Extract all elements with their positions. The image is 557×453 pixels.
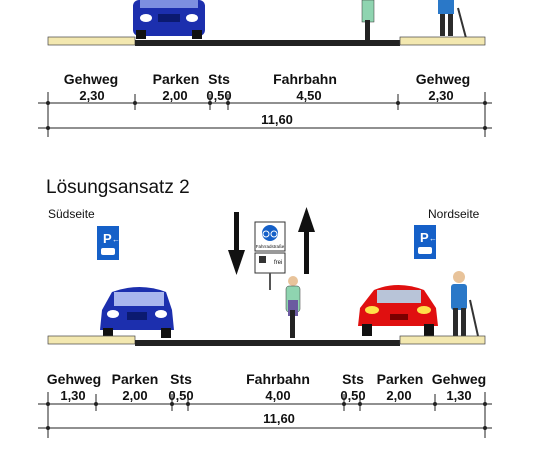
sidewalk-right xyxy=(400,37,485,45)
label-parken-right: Parken xyxy=(376,371,424,387)
value-parken-left: 2,00 xyxy=(122,388,148,403)
bicycle-street-sign-icon xyxy=(255,222,285,290)
value-total: 11,60 xyxy=(261,112,293,127)
south-side-label: Südseite xyxy=(48,207,95,221)
pedestrian-icon xyxy=(451,271,478,336)
value-gehweg-left: 1,30 xyxy=(60,388,86,403)
label-sts-right: Sts xyxy=(342,371,364,387)
sidewalk-left xyxy=(48,37,135,45)
cyclist-icon xyxy=(286,276,300,338)
value-parken-right: 2,00 xyxy=(386,388,412,403)
label-gehweg-right: Gehweg xyxy=(415,71,471,87)
label-gehweg-left: Gehweg xyxy=(63,71,119,87)
label-fahrbahn: Fahrbahn xyxy=(273,71,337,87)
sidewalk-right xyxy=(400,336,485,344)
arrow-down-icon xyxy=(228,212,245,275)
value-parken: 2,00 xyxy=(162,88,188,103)
value-total: 11,60 xyxy=(263,411,295,426)
section-title: Lösungsansatz 2 xyxy=(46,177,190,198)
value-gehweg-right: 2,30 xyxy=(428,88,454,103)
label-fahrbahn: Fahrbahn xyxy=(246,371,310,387)
svg-text:P: P xyxy=(420,230,429,245)
svg-text:frei: frei xyxy=(274,260,283,266)
value-fahrbahn: 4,50 xyxy=(296,88,322,103)
label-gehweg-right: Gehweg xyxy=(431,371,487,387)
svg-text:P: P xyxy=(103,231,112,246)
parking-sign-icon xyxy=(414,225,437,259)
road xyxy=(135,40,400,46)
arrow-up-icon xyxy=(298,207,315,274)
svg-text:Fahrradstraße: Fahrradstraße xyxy=(255,244,285,249)
value-sts: 0,50 xyxy=(206,88,232,103)
blue-car-icon xyxy=(100,287,174,338)
red-car-icon xyxy=(358,285,438,336)
road xyxy=(135,340,400,346)
label-parken-left: Parken xyxy=(111,371,159,387)
cyclist-icon xyxy=(362,0,374,40)
label-sts-left: Sts xyxy=(170,371,192,387)
value-sts-right: 0,50 xyxy=(340,388,366,403)
value-gehweg-right: 1,30 xyxy=(446,388,472,403)
value-sts-left: 0,50 xyxy=(168,388,194,403)
north-side-label: Nordseite xyxy=(428,207,480,221)
label-gehweg-left: Gehweg xyxy=(46,371,102,387)
label-sts: Sts xyxy=(208,71,230,87)
value-gehweg-left: 2,30 xyxy=(79,88,105,103)
parking-sign-icon xyxy=(97,226,120,260)
blue-car-icon xyxy=(133,0,205,39)
label-parken: Parken xyxy=(152,71,200,87)
sidewalk-left xyxy=(48,336,135,344)
svg-text:←: ← xyxy=(112,235,120,244)
pedestrian-icon xyxy=(438,0,466,38)
value-fahrbahn: 4,00 xyxy=(265,388,291,403)
svg-text:←: ← xyxy=(429,234,437,243)
